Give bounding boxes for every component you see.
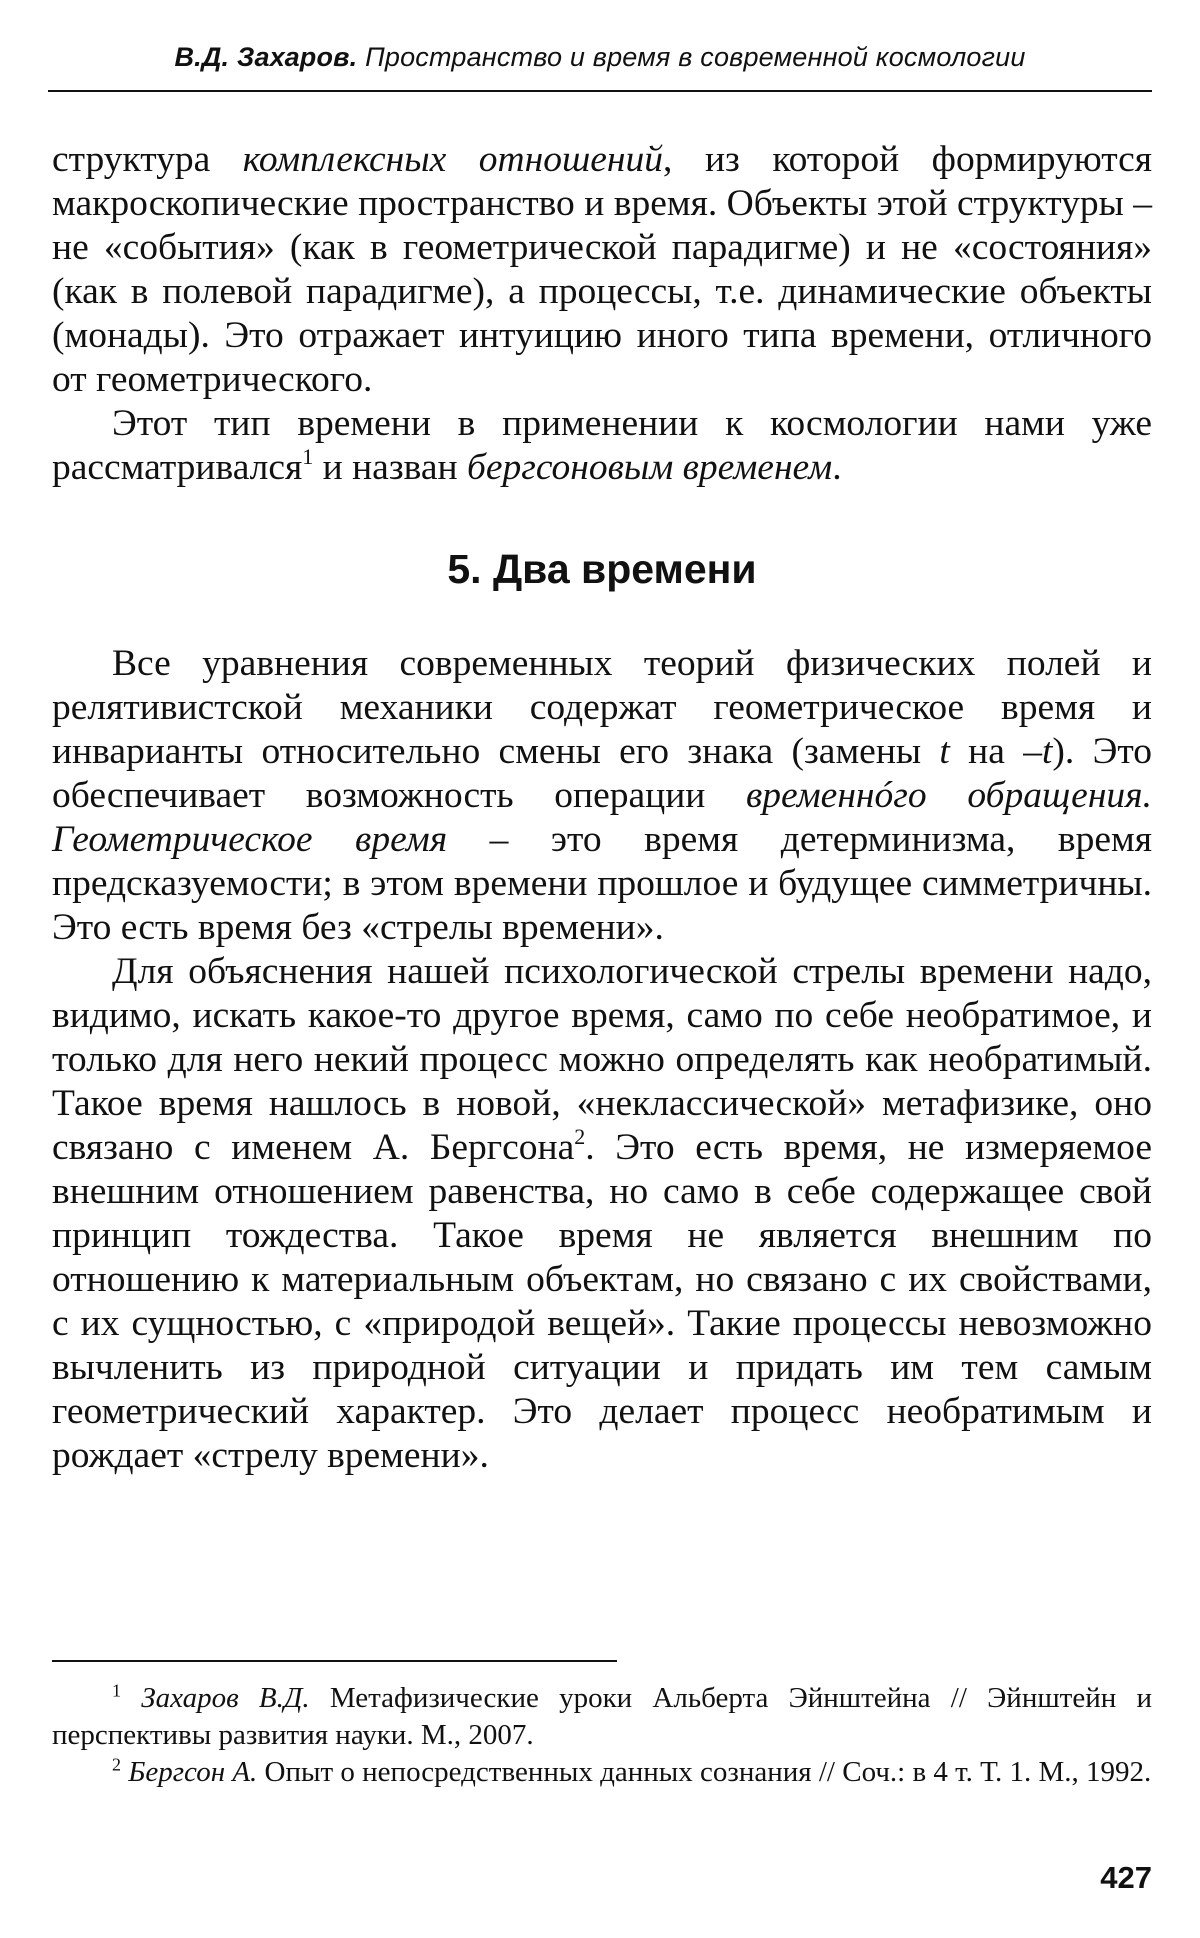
p1-text-c: , из которой формируются макроскопические пространство и время. Объекты этой структуры – не «события» (как в геометрической парадигме) и не «состояния» (как в полевой парадигме), а процессы, т.е. динамические объекты (монады). Это отражает интуицию иного типа времени, отличного от геометрического. [52, 139, 1152, 400]
section-heading: 5. Два времени [447, 546, 757, 592]
footnote-1-author: Захаров В.Д. [141, 1682, 310, 1714]
footnote-ref-1[interactable]: 1 [302, 443, 314, 469]
p3-text-g: – это время детерминизма, время предсказуемости; в этом времени прошлое и будущее симметричны. Это есть время без «стрелы времени». [52, 819, 1152, 948]
footnote-1-text: Метафизические уроки Альберта Эйнштейна // Эйнштейн и перспективы развития науки. М., 2007. [52, 1682, 1153, 1751]
footnote-1 [52, 1680, 1152, 1754]
header-title: Пространство и время в современной космологии [357, 42, 1026, 72]
running-header [48, 42, 1152, 73]
footnote-1-number: 1 [112, 1680, 121, 1701]
p3-text-e: ). Это обеспечивает возможность операции [52, 731, 1153, 816]
p1-text-a: структура [52, 139, 243, 180]
paragraph-2 [52, 402, 1152, 490]
p4-text-b: . Это есть время, не измеряемое внешним отношением равенства, но само в себе содержащее свой принцип тождества. Такое время не является внешним по отношению к материальным объектам, но связано с их свойствами, с их сущностью, с «природой вещей». Такие процессы невозможно вычленить из природной ситуации и придать им тем самым геометрический характер. Это делает процесс необратимым и рождает «стрелу времени». [52, 1127, 1152, 1476]
footnote-2-author: Бергсон А. [128, 1756, 258, 1788]
paragraph-4 [52, 950, 1152, 1478]
footnotes [52, 1680, 1152, 1791]
p1-italic-term: комплексных отношений [242, 139, 664, 180]
p3-var-t: t [939, 731, 950, 772]
p3-text-c: на – [949, 731, 1042, 772]
footnote-ref-2[interactable]: 2 [574, 1123, 586, 1149]
p3-italic-terms: временнóго обращения. Геометрическое время [52, 775, 1152, 860]
p2-text-a: Этот тип времени в применении к космологии нами уже рассматривался [52, 403, 1152, 488]
header-author: В.Д. Захаров. [174, 42, 358, 72]
paragraph-3 [52, 642, 1152, 950]
p2-text-b: и назван [313, 447, 467, 488]
page-number: 427 [1100, 1860, 1152, 1895]
p3-text-a: Все уравнения современных теорий физических полей и релятивистской механики содержат геометрическое время и инварианты относительно смены его знака (замены [52, 643, 1152, 772]
footnote-rule [52, 1660, 617, 1662]
p3-var-minus-t: t [1041, 731, 1053, 772]
main-text [52, 138, 1152, 1478]
footnote-2-text: Опыт о непосредственных данных сознания // Соч.: в 4 т. Т. 1. М., 1992. [257, 1756, 1152, 1788]
paragraph-1 [52, 138, 1152, 402]
p2-italic-term: бергсоновым временем [466, 447, 833, 488]
p2-text-d: . [832, 447, 842, 488]
header-rule [48, 90, 1152, 92]
footnote-2 [52, 1754, 1152, 1791]
p4-text-a: Для объяснения нашей психологической стрелы времени надо, видимо, искать какое-то другое время, само по себе необратимое, и только для него некий процесс можно определять как необратимый. Такое время нашлось в новой, «неклассической» метафизике, оно связано с именем А. Бергсона [52, 951, 1152, 1168]
footnote-2-number: 2 [112, 1754, 121, 1775]
